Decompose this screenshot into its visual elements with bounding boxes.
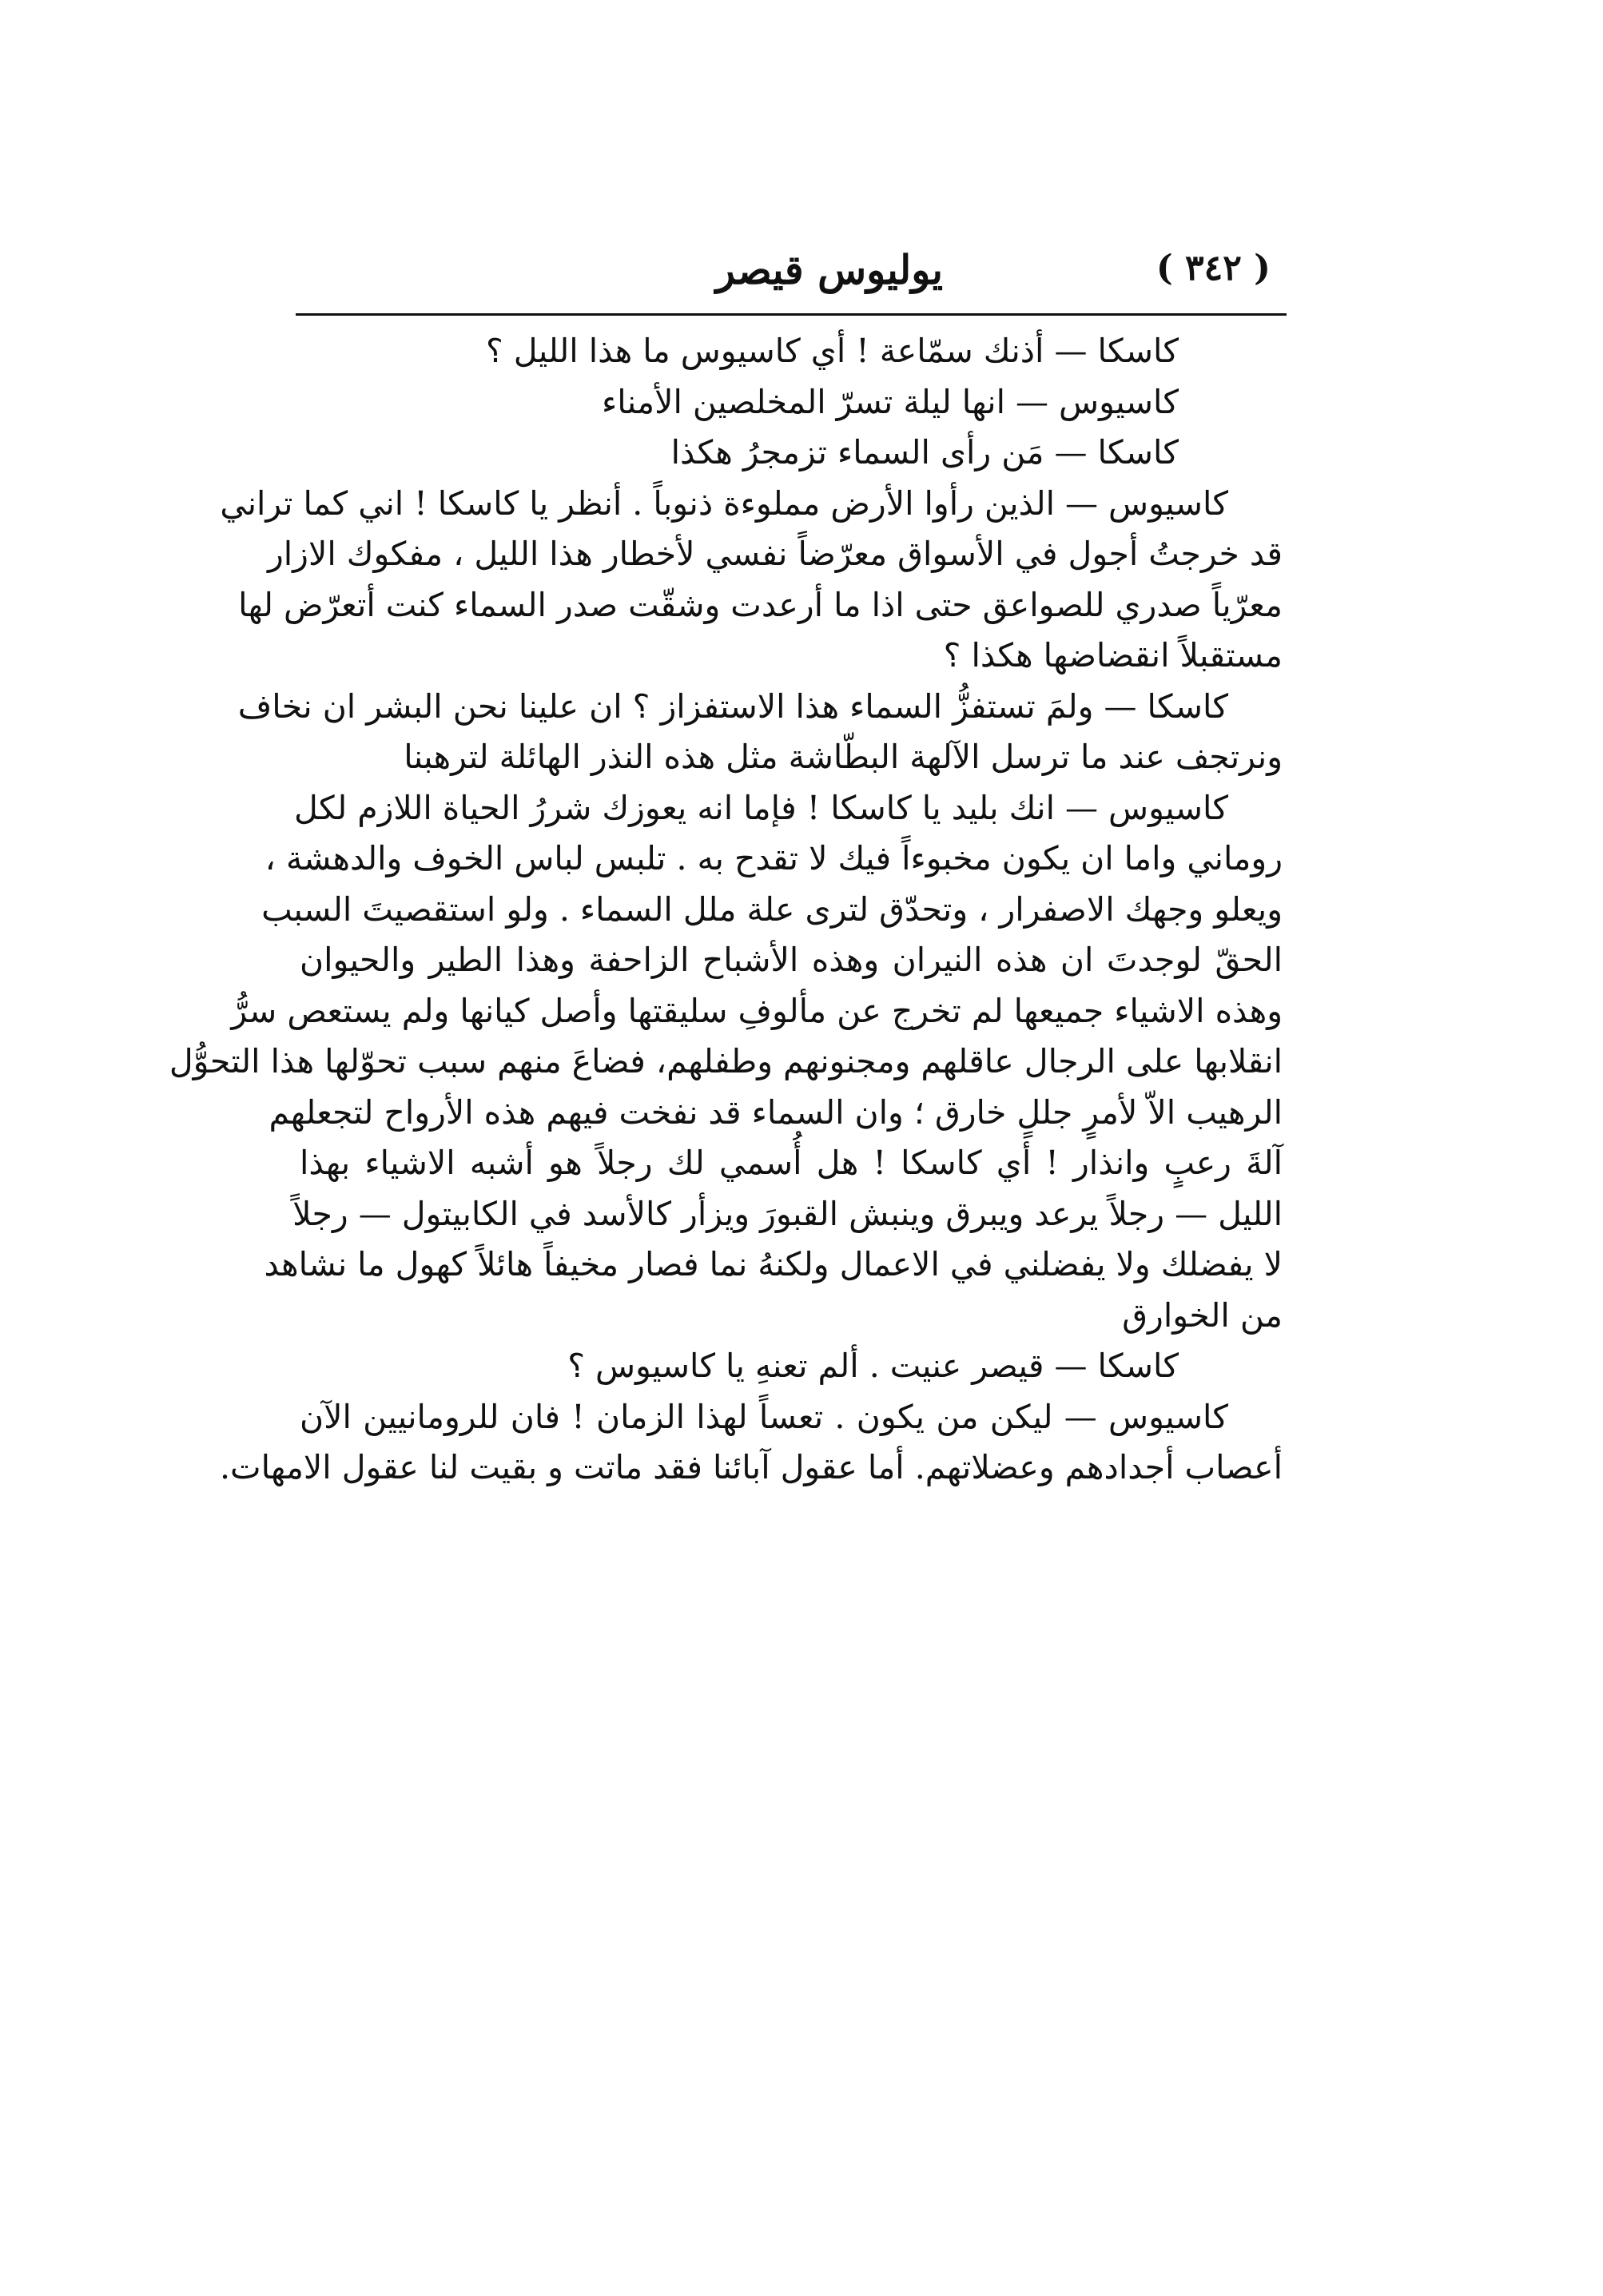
text-line: كاسكا — ولمَ تستفزُّ السماء هذا الاستفزاز ؟ ان علينا نحن البشر ان نخاف — [237, 686, 1228, 726]
text-line: كاسيوس — انك بليد يا كاسكا ! فإما انه يعوزك شررُ الحياة اللازم لكل — [294, 788, 1228, 827]
text-line: ويعلو وجهك الاصفرار ، وتحدّق لترى علة ملل السماء . ولو استقصيتَ السبب — [261, 889, 1283, 929]
text-line: آلةَ رعبٍ وانذار ! أي كاسكا ! هل أُسمي لك رجلاً هو أشبه الاشياء بهذا — [300, 1144, 1283, 1182]
page-header — [296, 240, 1287, 312]
text-line: الليل — رجلاً يرعد ويبرق وينبش القبورَ ويزأر كالأسد في الكابيتول — رجلاً — [292, 1194, 1283, 1233]
text-line: الحقّ لوجدتَ ان هذه النيران وهذه الأشباح الزاحفة وهذا الطير والحيوان — [300, 941, 1283, 979]
text-line: وهذه الاشياء جميعها لم تخرج عن مألوفِ سليقتها وأصل كيانها ولم يستعص سرُّ — [231, 991, 1283, 1030]
text-line: قد خرجتُ أجول في الأسواق معرّضاً نفسي لأخطار هذا الليل ، مفكوك الازار — [267, 535, 1283, 573]
text-line: مستقبلاً انقضاضها هكذا ؟ — [943, 636, 1283, 674]
text-line: كاسكا — أذنك سمّاعة ! أي كاسيوس ما هذا الليل ؟ — [486, 332, 1179, 370]
text-line: لا يفضلك ولا يفضلني في الاعمال ولكنهُ نما فصار مخيفاً هائلاً كهول ما نشاهد — [264, 1245, 1283, 1283]
text-line: كاسيوس — انها ليلة تسرّ المخلصين الأمناء — [601, 382, 1179, 421]
running-title: يوليوس قيصر — [715, 246, 943, 293]
page-number: ( ٣٤٢ ) — [1156, 248, 1271, 288]
text-line: كاسيوس — ليكن من يكون . تعساً لهذا الزمان ! فان للرومانيين الآن — [300, 1397, 1228, 1436]
text-line: انقلابها على الرجال عاقلهم ومجنونهم وطفلهم، فضاعَ منهم سبب تحوّلها هذا التحوُّل — [169, 1042, 1283, 1080]
text-line: كاسكا — قيصر عنيت . ألم تعنهِ يا كاسيوس ؟ — [567, 1347, 1179, 1385]
text-line: الرهيب الاّ لأمرٍ جللٍ خارق ؛ وان السماء قد نفخت فيهم هذه الأرواح لتجعلهم — [268, 1092, 1283, 1132]
text-line: ونرتجف عند ما ترسل الآلهة البطّاشة مثل هذه النذر الهائلة لترهبنا — [404, 738, 1283, 776]
text-line: معرّياً صدري للصواعق حتى اذا ما أرعدت وشقّت صدر السماء كنت أتعرّض لها — [238, 585, 1283, 624]
text-line: أعصاب أجدادهم وعضلاتهم. أما عقول آبائنا فقد ماتت و بقيت لنا عقول الامهات. — [219, 1448, 1283, 1486]
text-line: كاسيوس — الذين رأوا الأرض مملوءة ذنوباً . أنظر يا كاسكا ! اني كما تراني — [220, 483, 1228, 523]
header-rule — [296, 313, 1287, 316]
body-text — [169, 326, 1283, 1494]
text-line: روماني واما ان يكون مخبوءاً فيك لا تقدح به . تلبس لباس الخوف والدهشة ، — [265, 839, 1283, 877]
text-line: من الخوارق — [1122, 1295, 1283, 1335]
text-line: كاسكا — مَن رأى السماء تزمجرُ هكذا — [670, 433, 1179, 472]
